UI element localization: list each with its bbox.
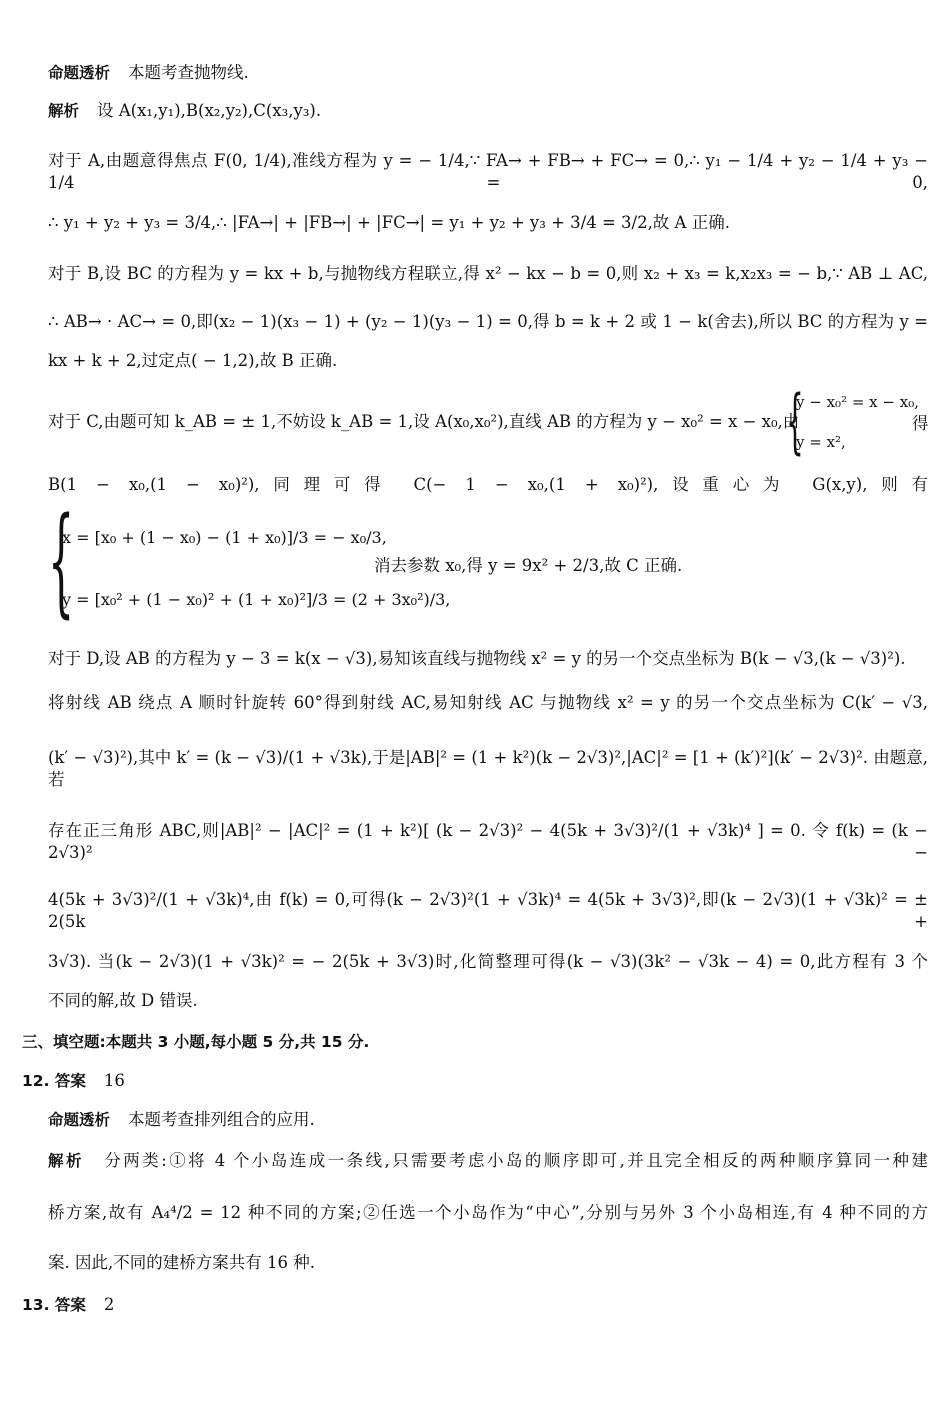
label: 13. 答案 xyxy=(22,1296,86,1314)
line-d-part4: 存在正三角形 ABC,则|AB|² − |AC|² = (1 + k²)[ (k − 2√3)² − 4(5k + 3√3)²/(1 + √3k)⁴ ] = 0. 令 f(k) = (k − 2√3)² − xyxy=(48,821,928,862)
line-d-part3: (k′ − √3)²),其中 k′ = (k − √3)/(1 + √3k),于是|AB|² = (1 + k²)(k − 2√3)²,|AC|² = [1 + (k′)²](k′ − 2√3)². 由题意,若 xyxy=(48,748,928,789)
line-a-part1: 对于 A,由题意得焦点 F(0, 1/4),准线方程为 y = − 1/4,∵ FA→ + FB→ + FC→ = 0,∴ y₁ − 1/4 + y₂ − 1/4 + y₃ − 1/4 = 0, xyxy=(48,151,928,192)
line-a-part2: ∴ y₁ + y₂ + y₃ = 3/4,∴ |FA→| + |FB→| + |FC→| = y₁ + y₂ + y₃ + 3/4 = 3/2,故 A 正确. xyxy=(48,213,730,232)
line-c-end: 得 xyxy=(912,414,929,433)
line-c-part2: B(1 − x₀,(1 − x₀)²),同理可得 C(− 1 − x₀,(1 + x₀)²),设重心为 G(x,y),则有 xyxy=(48,475,928,494)
section-heading-fill-blank: 三、填空题:本题共 3 小题,每小题 5 分,共 15 分. xyxy=(22,1033,370,1051)
line-d-part6: 3√3). 当(k − 2√3)(1 + √3k)² = − 2(5k + 3√3)时,化简整理可得(k − √3)(3k² − √3k − 4) = 0,此方程有 3 个 xyxy=(48,952,928,971)
system-row-x: x = [x₀ + (1 − x₀) − (1 + x₀)]/3 = − x₀/3, xyxy=(62,528,387,547)
line-q12-analysis xyxy=(48,1109,928,1131)
system-brace-c: { xyxy=(786,380,804,462)
system-brace: { xyxy=(48,491,75,629)
system-c-row1: y − x₀² = x − x₀, xyxy=(796,393,919,411)
text: 设 A(x₁,y₁),B(x₂,y₂),C(x₃,y₃). xyxy=(97,101,322,120)
text: 本题考查抛物线. xyxy=(128,63,249,82)
line-q13-answer xyxy=(22,1294,902,1316)
line-b-part3: kx + k + 2,过定点( − 1,2),故 B 正确. xyxy=(48,351,338,370)
line-b-part2: ∴ AB→ · AC→ = 0,即(x₂ − 1)(x₃ − 1) + (y₂ − 1)(y₃ − 1) = 0,得 b = k + 2 或 1 − k(舍去),所以 BC 的方程为 y = xyxy=(48,312,928,331)
line-q12-solution2: 桥方案,故有 A₄⁴/2 = 12 种不同的方案;②任选一个小岛作为“中心”,分别与另外 3 个小岛相连,有 4 种不同的方 xyxy=(48,1203,928,1222)
text: 本题考查排列组合的应用. xyxy=(128,1110,315,1129)
line-b-part1: 对于 B,设 BC 的方程为 y = kx + b,与抛物线方程联立,得 x² − kx − b = 0,则 x₂ + x₃ = k,x₂x₃ = − b,∵ AB ⊥ AC, xyxy=(48,264,928,283)
label: 命题透析 xyxy=(48,64,111,82)
line-d-part5: 4(5k + 3√3)²/(1 + √3k)⁴,由 f(k) = 0,可得(k − 2√3)²(1 + √3k)⁴ = 4(5k + 3√3)²,即(k − 2√3)(1 + √3k)² = ± 2(5k + xyxy=(48,890,928,931)
line-q12-solution1 xyxy=(48,1150,928,1172)
line-q12-answer xyxy=(22,1070,902,1092)
line-d-part7: 不同的解,故 D 错误. xyxy=(48,991,198,1010)
system-c-row2: y = x², xyxy=(796,433,846,451)
label: 命题透析 xyxy=(48,1111,111,1129)
line-q12-solution3: 案. 因此,不同的建桥方案共有 16 种. xyxy=(48,1253,315,1272)
system-row-y: y = [x₀² + (1 − x₀)² + (1 + x₀)²]/3 = (2 + 3x₀²)/3, xyxy=(62,590,451,609)
line-c-part1: 对于 C,由题可知 k_AB = ± 1,不妨设 k_AB = 1,设 A(x₀,x₀²),直线 AB 的方程为 y − x₀² = x − x₀,由 xyxy=(48,412,800,431)
line-analysis-title xyxy=(48,62,928,84)
label: 12. 答案 xyxy=(22,1072,86,1090)
line-solution-intro xyxy=(48,100,928,122)
centroid-system xyxy=(48,491,928,629)
line-d-part1: 对于 D,设 AB 的方程为 y − 3 = k(x − √3),易知该直线与抛物线 x² = y 的另一个交点坐标为 B(k − √3,(k − √3)²). xyxy=(48,649,906,668)
text: 2 xyxy=(103,1295,115,1314)
label: 解析 xyxy=(48,1152,84,1170)
text: 16 xyxy=(103,1071,125,1090)
system-conclusion: 消去参数 x₀,得 y = 9x² + 2/3,故 C 正确. xyxy=(374,556,683,575)
text: 分两类:①将 4 个小岛连成一条线,只需要考虑小岛的顺序即可,并且完全相反的两种顺序算同一种建 xyxy=(101,1151,928,1170)
line-d-part2: 将射线 AB 绕点 A 顺时针旋转 60°得到射线 AC,易知射线 AC 与抛物线 x² = y 的另一个交点坐标为 C(k′ − √3, xyxy=(48,693,928,712)
label: 解析 xyxy=(48,102,80,120)
